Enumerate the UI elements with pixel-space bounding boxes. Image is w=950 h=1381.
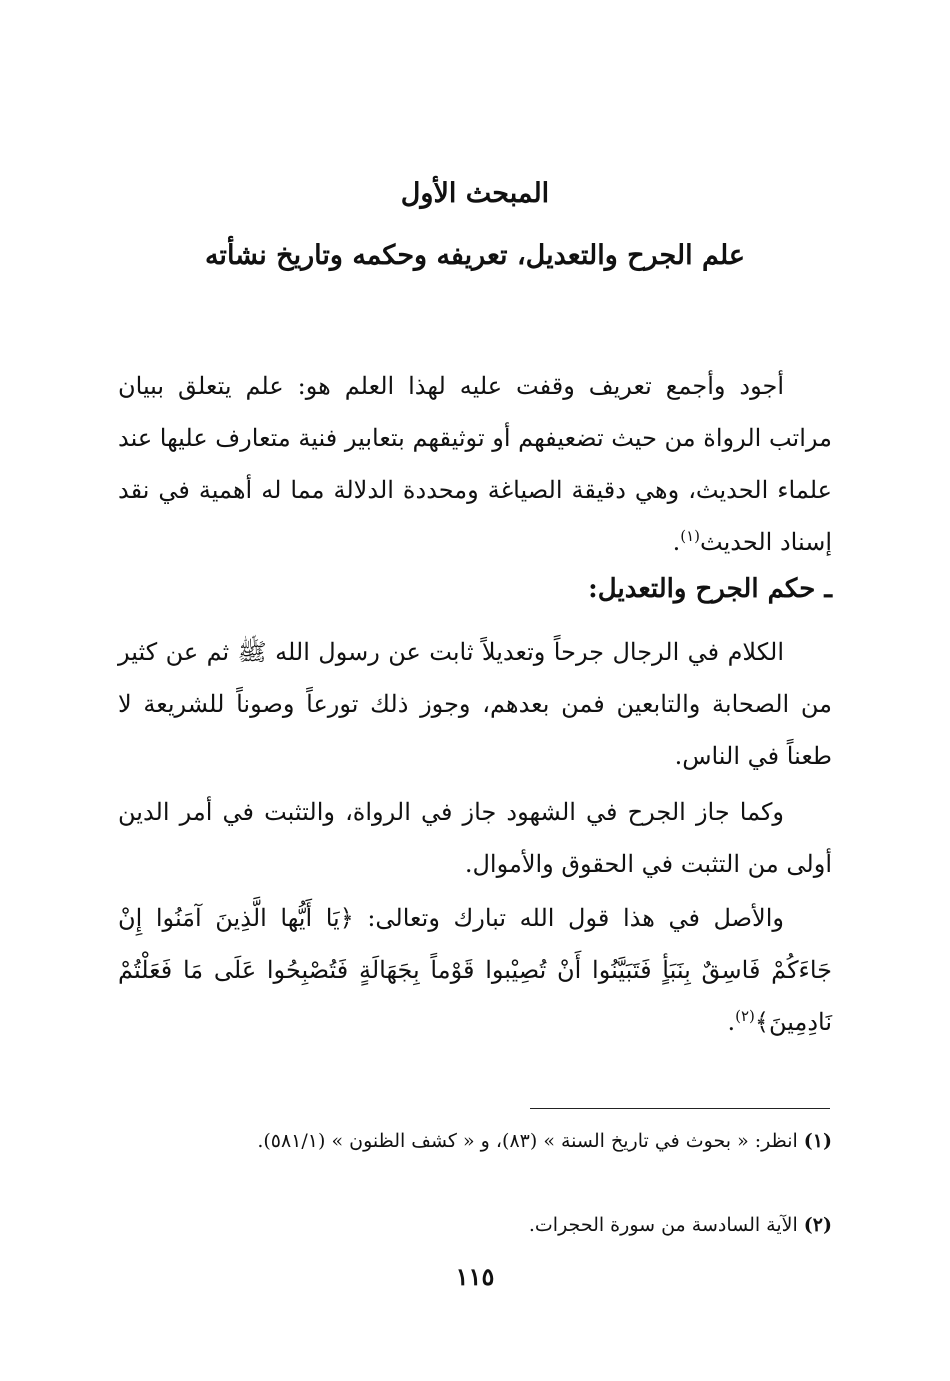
section-title: المبحث الأول (400, 178, 550, 209)
section-subtitle: علم الجرح والتعديل، تعريفه وحكمه وتاريخ نشأته (204, 240, 746, 271)
footnote-2-text: الآية السادسة من سورة الحجرات. (528, 1214, 798, 1236)
quran-verse-paragraph (118, 892, 832, 1048)
quran-verse-text: والأصل في هذا قول الله تبارك وتعالى: ﴿يَا أَيُّها الَّذِينَ آمَنُوا إِنْ جَاءَكُمْ فَاسِقٌ بِنَبَأٍ فَتَبَيَّنُوا أَنْ تُصِيْبوا قَوْماً بِجَهَالَةٍ فَتُصْبِحُوا عَلَى مَا فَعَلْتُمْ نَادِمِينَ﴾ (118, 904, 832, 1036)
footnote-2 (118, 1204, 832, 1246)
definition-text: أجود وأجمع تعريف وقفت عليه لهذا العلم هو: علم يتعلق ببيان مراتب الرواة من حيث تضعيفهم أو توثيقهم بتعابير فنية متعارف عليها عند علماء الحديث، وهي دقيقة الصياغة ومحددة الدلالة مما له أهمية في نقد إسناد الحديث (118, 372, 832, 556)
footnote-divider (530, 1108, 830, 1109)
quran-verse-end: . (727, 1008, 736, 1036)
definition-paragraph (118, 360, 832, 568)
definition-end: . (672, 528, 681, 556)
footnote-2-number: (٢) (803, 1214, 832, 1236)
footnote-1-number: (١) (803, 1130, 832, 1152)
footnote-ref-2: (٢) (735, 1007, 755, 1025)
page-number: ١١٥ (455, 1262, 495, 1291)
footnote-1-text: انظر: « بحوث في تاريخ السنة » (٨٣)، و « كشف الظنون » (٥٨١/١). (257, 1130, 798, 1152)
ruling-subheading: ـ حكم الجرح والتعديل: (588, 574, 832, 604)
ruling-paragraph: الكلام في الرجال جرحاً وتعديلاً ثابت عن رسول الله ﷺ ثم عن كثير من الصحابة والتابعين فمن بعدهم، وجوز ذلك تورعاً وصوناً للشريعة لا طعناً في الناس. (118, 638, 832, 770)
footnote-1 (118, 1120, 832, 1162)
witnesses-paragraph: وكما جاز الجرح في الشهود جاز في الرواة، والتثبت في أمر الدين أولى من التثبت في الحقوق والأموال. (118, 798, 832, 878)
footnote-ref-1: (١) (680, 527, 701, 545)
